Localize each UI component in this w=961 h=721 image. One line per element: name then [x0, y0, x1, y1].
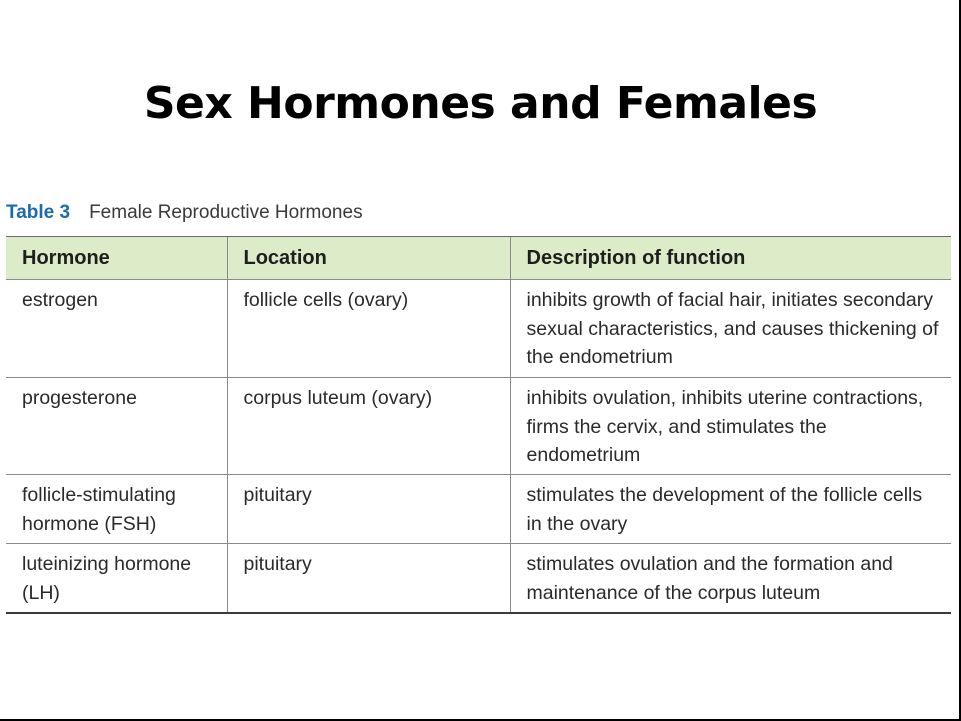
table-caption: [6, 199, 363, 227]
table-label: Table 3: [6, 202, 71, 223]
cell-description: stimulates ovulation and the formation and maintenance of the corpus luteum: [510, 544, 951, 613]
cell-hormone: luteinizing hormone (LH): [6, 544, 227, 613]
cell-hormone: follicle-stimulating hormone (FSH): [6, 475, 227, 544]
cell-description: stimulates the development of the follicle cells in the ovary: [510, 475, 951, 544]
table-row: [6, 475, 951, 544]
table-row: [6, 544, 951, 613]
cell-location: pituitary: [227, 475, 510, 544]
table-row: [6, 280, 951, 378]
cell-location: follicle cells (ovary): [227, 280, 510, 378]
table-header-row: [6, 237, 951, 280]
cell-location: corpus luteum (ovary): [227, 378, 510, 475]
table-caption-text: Female Reproductive Hormones: [89, 202, 363, 223]
cell-hormone: progesterone: [6, 378, 227, 475]
hormones-table: [6, 236, 951, 614]
slide-title: Sex Hormones and Females: [143, 78, 818, 129]
table-row: [6, 378, 951, 475]
header-location: Location: [227, 237, 510, 280]
header-description: Description of function: [510, 237, 951, 280]
cell-description: inhibits ovulation, inhibits uterine contractions, firms the cervix, and stimulates the endometrium: [510, 378, 951, 475]
header-hormone: Hormone: [6, 237, 227, 280]
cell-description: inhibits growth of facial hair, initiates secondary sexual characteristics, and causes thickening of the endometrium: [510, 280, 951, 378]
cell-location: pituitary: [227, 544, 510, 613]
cell-hormone: estrogen: [6, 280, 227, 378]
